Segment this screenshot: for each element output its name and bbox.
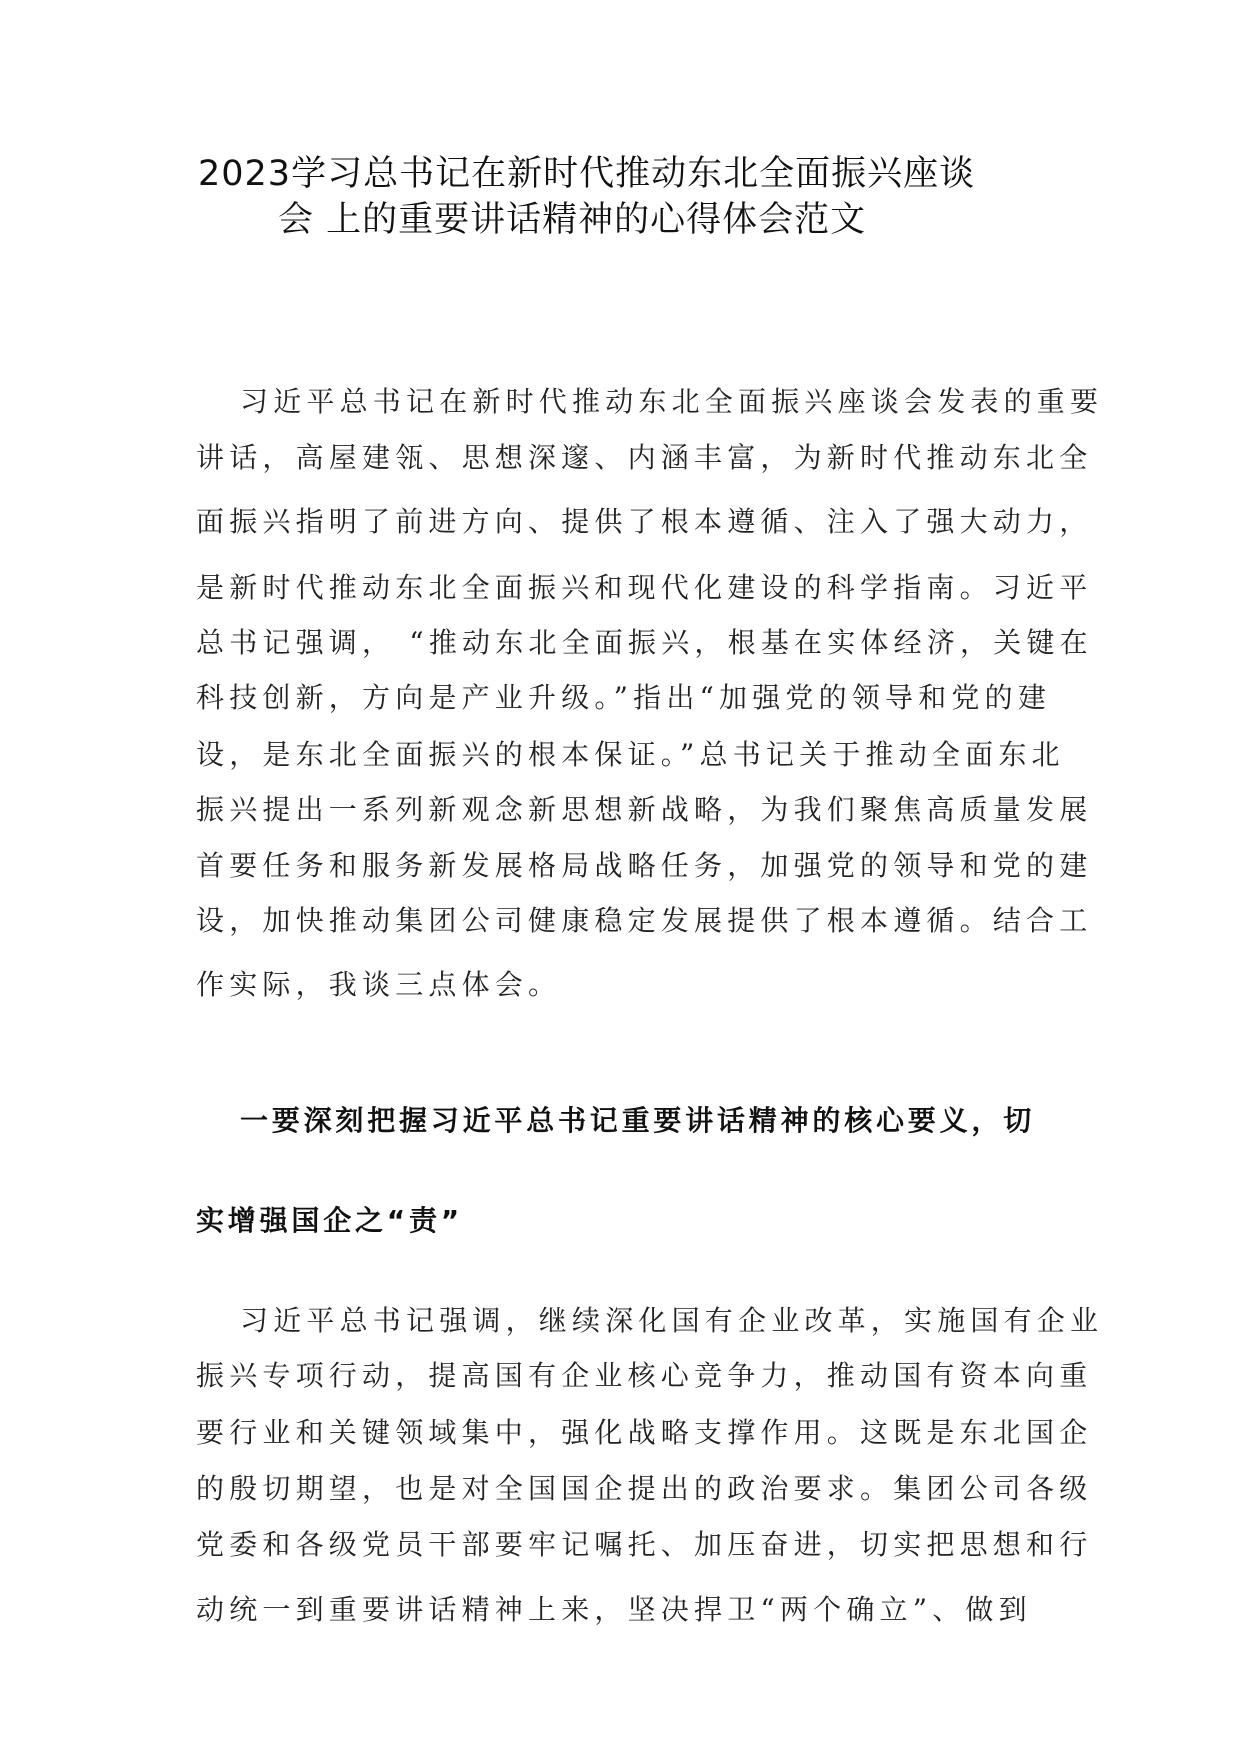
paragraph-1-line: 作实际，我谈三点体会。 [196,968,562,1001]
paragraph-1-line: 讲话，高屋建瓴、思想深邃、内涵丰富，为新时代推动东北全 [196,441,1093,474]
paragraph-1-line: 科技创新，方向是产业升级。”指出“加强党的领导和党的建 [196,681,1052,714]
paragraph-1-line: 总书记强调， “推动东北全面振兴，根基在实体经济，关键在 [196,626,1093,659]
document-title-line-2: 会 上的重要讲话精神的心得体会范文 [278,200,867,240]
section-heading-line: 实增强国企之“责” [196,1204,464,1237]
paragraph-2-line: 党委和各级党员干部要牢记嘱托、加压奋进，切实把思想和行 [196,1528,1093,1561]
paragraph-1-line: 首要任务和服务新发展格局战略任务，加强党的领导和党的建 [196,849,1093,882]
paragraph-2-line: 要行业和关键领域集中，强化战略支撑作用。这既是东北国企 [196,1416,1093,1449]
paragraph-2-line: 的殷切期望，也是对全国国企提出的政治要求。集团公司各级 [196,1472,1093,1505]
paragraph-2-line: 振兴专项行动，提高国有企业核心竞争力，推动国有资本向重 [196,1359,1093,1392]
paragraph-2-line: 动统一到重要讲话精神上来，坚决捍卫“两个确立”、做到 [196,1593,1032,1626]
paragraph-1-line: 习近平总书记在新时代推动东北全面振兴座谈会发表的重要 [240,385,1104,418]
paragraph-1-line: 设，是东北全面振兴的根本保证。”总书记关于推动全面东北 [196,738,1065,771]
document-title-line-1: 2023学习总书记在新时代推动东北全面振兴座谈 [198,154,976,194]
paragraph-1-line: 面振兴指明了前进方向、提供了根本遵循、注入了强大动力， [196,505,1093,538]
section-heading-line: 一要深刻把握习近平总书记重要讲话精神的核心要义，切 [240,1104,1036,1137]
paragraph-1-line: 是新时代推动东北全面振兴和现代化建设的科学指南。习近平 [196,571,1093,604]
paragraph-1-line: 设，加快推动集团公司健康稳定发展提供了根本遵循。结合工 [196,904,1093,937]
paragraph-1-line: 振兴提出一系列新观念新思想新战略，为我们聚焦高质量发展 [196,793,1093,826]
paragraph-2-line: 习近平总书记强调，继续深化国有企业改革，实施国有企业 [240,1304,1104,1337]
